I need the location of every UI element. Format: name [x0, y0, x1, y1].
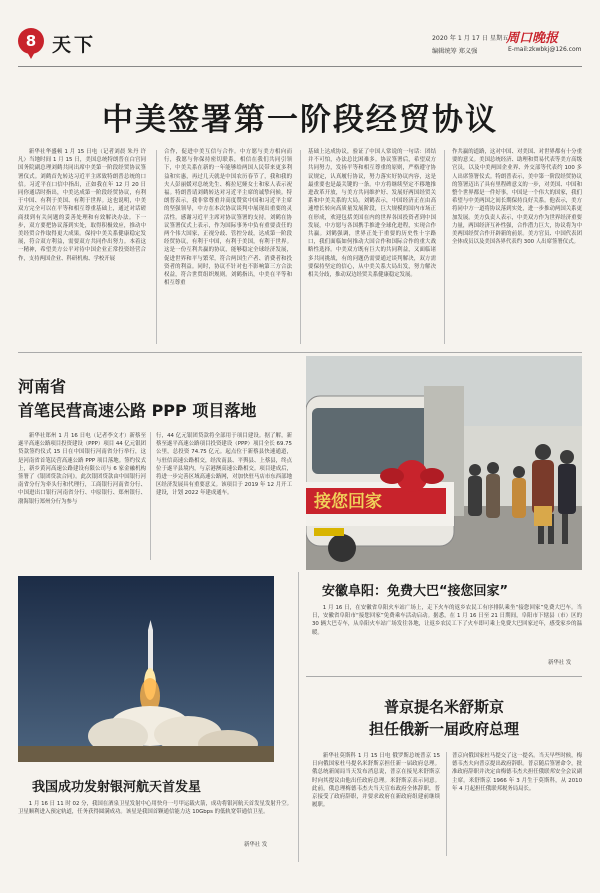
column-divider — [150, 432, 151, 560]
launch-caption — [18, 800, 292, 834]
henan-headline-1: 河南省 — [18, 377, 67, 396]
lead-text-2: 合作，促进中美互信与合作。中方愿与美方相向而行，我愿与你保持密切联系，相信在我们共同引领下，中美关系在新的一年能够给两国人民带来更多利益和实惠，再过几天就是中国农历春节了，我和我的夫人彭丽媛对总统先生、梅拉尼娅女士和家人表示祝福。特朗普请刘鹤转达对习近平主席的诚挚问候。特朗普表示，我非常尊重并高度赞赏中国和习近平主席的坚强领导，中方在本次协议谈判中展现出重要的灵活性。感谢习近平主席对协议签署的支持。刘鹤在协议签署仪式上表示，作为国际事务中负有重要责任的两个伟大国家，正视分歧、管控分歧，达成第一阶段经贸协议，有利于中国，有利于美国，有利于世界。这是一份互利共赢的协议，能够稳定全球经济发展，促进世界和平与繁荣，符合两国生产者、消费者和投资者的利益。同时，协议不针对也不影响第三方合法权益，符合世贸组织规则。刘鹤指出，中美在平等和相互尊重 — [164, 149, 292, 287]
column-divider — [156, 150, 157, 344]
lead-column-4 — [452, 148, 582, 346]
anhui-headline: 安徽阜阳：免费大巴“接您回家” — [322, 584, 509, 599]
lead-text-1: 新华社华盛顿 1 月 15 日电（记者刘晨 朱丹 许凡）当地时间 1 月 15 日，美国总统特朗普在白宫同国务院副总理刘鹤共同出席中美第一阶段经贸协议签署仪式。刘鹤首先转达习近平主席致特朗普总统的口信。习近平在口信中指出，正如我在年 12 月 20 日同你通话时指出，中美达成第一阶段经贸协议，有利于中国、有利于美国、有利于世界。这也说明，中美双方完全可以在平等和相互尊重基础上，通过对话磋商找到有关问题的妥善处理和有效解决办法。下一步，双方要把协议落到实处，取得积极效应，推动中美经贸合作取得更大成果。保持中美关系健康稳定发展，符合双方利益，需要双方共同作出努力。本着这一精神，希望美方公平对待中国企业正常投资经营合作，支持两国企业、科研机构、学校开展 — [18, 149, 146, 262]
henan-text-1: 新华社郑州 1 月 16 日电（记者李文才）新蔡至遂平高速公路项目投资建设（PPP）项目 44 亿元银团贷款签约仪式 15 日在中国银行河南省分行举行，这是河南省首笔民营高速公路 PPP 项目落地。签约仪式上，新乡黄河高速公路建设有限公司与 6 家金融机构签署了《银团贷款合同》。此次银团贷款由中国银行河南省分行为牵头行和代理行，工商银行河南省分行、中国进出口银行河南省分行、中原银行、郑州银行、渤海银行郑州分行为参与 — [18, 433, 146, 505]
bus-scene-illustration — [306, 356, 582, 570]
section-rule — [18, 352, 582, 353]
banner-text: 接您回家 — [314, 492, 382, 512]
russia-headline-1: 普京提名米舒斯京 — [383, 698, 504, 716]
column-divider — [444, 150, 445, 344]
launch-headline: 我国成功发射银河航天首发星 — [32, 780, 202, 795]
masthead-rule — [18, 66, 582, 67]
lead-text-3: 基础上达成协议，验证了中国人常说的一句话：团结并不可怕，办法总比困难多。协议签署后，希望双方共同努力，发扬平等和相互尊重的原则，严格遵守协议规定，认真履行协议，努力落实好协议内容，这是最重要也是最关键的一条。中方将继续坚定不移地推进改革开放，与美方共同维护好、发展好两国经贸关系和中美关系的大局。刘鹤表示，中国经济正在由高速增长转向高质量发展阶段，巨大规模的国内市场正在形成，欢迎包括美国在内的世界各国投资者到中国发展，中方愿与各国携手推进全球化进程，实现合作共赢。刘鹤强调，世界正处于重要的历史性十字路口，我们面临如何推动大国合作和国际合作的重大战略性选择。中美双方既有巨大的共同利益，又面临诸多共同挑战，有的问题仍需要通过谈判解决，双方需要保持坚定的信心，从中美关系大局出发，努力解决相关分歧，推动双边经贸关系健康稳定发展。 — [308, 149, 436, 279]
lead-text-4: 作共赢的道路，这对中国、对美国、对世界都有十分重要的意义。美国总统经济、助理和贸易代表等美方高级官员，以及中美两国企业界、外交部等代表约 100 多人出席签署仪式。特朗普表示，美中第一阶段经贸协议的签署迈出了具有里程碑意义的一步，对美国、中国和整个世界都是一件好事，中国是一个伟大的国家，我们希望与中美两国之间长期保持良好关系。他表示，美方将同中方一道将协议落到实处，进一步推动两国关系更加发展。美方负责人表示，中美双方作为世界经济重要力量，两国经济互补性强，合作潜力巨大，协议将为中美两国经贸合作开辟新的前景。美方官员、中国代表团全体成员以及美国各界代表约 300 人出席签署仪式。 — [452, 149, 582, 246]
column-divider — [300, 150, 301, 344]
lead-column-1 — [18, 148, 146, 346]
launch-credit: 新华社 发 — [244, 842, 268, 848]
section-divider — [298, 572, 299, 862]
lead-column-3 — [308, 148, 436, 346]
henan-text-2: 行，44 亿元银团贷款将全部用于项目建设。据了解，新蔡至遂平高速公路项目投资建设（PPP）项目全长 69.75 公里，总投资 74.75 亿元。起点位于新蔡县快速通道，与驻信高速公路相交，经汝南县、平舆县、上蔡县，终点位于遂平县境内，与京港澳高速公路相交。项目建成后，将进一步完善区域高速公路网，对加快驻马店市东西部地区经济发展具有重要意义。该项目于 2019 年 12 月开工建设，计划 2022 年建成通车。 — [156, 433, 292, 497]
henan-headline-2: 首笔民营高速公路 PPP 项目落地 — [18, 401, 257, 420]
lead-column-2 — [164, 148, 292, 346]
henan-column-1 — [18, 432, 146, 564]
launch-text: 1 月 16 日 11 时 02 分，我国在酒泉卫星发射中心用快舟一号甲运载火箭，成功将银河航天首发星发射升空。卫星顺利进入预定轨道，任务获得圆满成功。该星是我国首颗通信能力达 10Gbps 的低轨宽带通信卫星。 — [18, 801, 292, 816]
rocket-launch-photo — [18, 576, 274, 762]
column-divider — [446, 752, 447, 856]
russia-headline-2: 担任俄新一届政府总理 — [368, 720, 519, 738]
anhui-credit: 新华社 发 — [548, 660, 572, 666]
russia-column-2 — [452, 752, 582, 862]
badge-pin-icon — [26, 50, 36, 59]
rocket-illustration — [18, 576, 274, 762]
anhui-text: 1 月 16 日，在安徽省阜阳火车站广场上，走下火车的返乡农民工有序排队乘坐“接您回家”免费大巴车。当日，安徽省阜阳市“接您回家”免费乘车活动启动。据悉，在 1 月 16 日至 21 日期间，阜阳市下辖县（市）区的 30 辆大巴专车，从阜阳火车站广场发往各地，让返乡农民工下了火车即可乘上免费大巴回家过年，感受家乡的温暖。 — [312, 605, 582, 636]
russia-text-1: 新华社莫斯科 1 月 15 日电 俄罗斯总统普京 15 日向俄国家杜马提名米舒斯京担任新一届政府总理。俄总统新闻局当天发布消息说，普京在接见米舒斯京时向其提议由他出任政府总理。米舒斯京表示同意。此前，俄总理梅德韦杰夫当天宣布政府全体辞职，普京接受了政府辞职，并要求政府在新政府组建前继续履职。 — [312, 753, 440, 809]
anhui-bus-photo — [306, 356, 582, 570]
header-editor: 编辑统筹 郑义强 — [432, 48, 478, 55]
russia-column-1 — [312, 752, 440, 862]
russia-text-2: 普京向俄国家杜马提交了这一提名。当天早些时候，梅德韦杰夫向普京提出政府辞职。普京随后签署命令，批准政府辞职并决定由梅德韦杰夫担任俄联邦安全会议副主席。米舒斯京 1966 年 3 月生于莫斯科，从 2010 年 4 月起担任俄联邦税务局局长。 — [452, 753, 582, 792]
paper-logo: 周口晚报 — [506, 31, 559, 46]
section-title: 天下 — [52, 34, 97, 56]
header-email: E-mail:zkwbkj@126.com — [508, 46, 582, 53]
anhui-caption — [312, 604, 582, 646]
lead-headline: 中美签署第一阶段经贸协议 — [102, 102, 498, 138]
header-date: 2020 年 1 月 17 日 星期五 — [432, 35, 509, 42]
henan-column-2 — [156, 432, 292, 564]
section-rule — [306, 676, 582, 677]
page-number: 8 — [25, 32, 37, 50]
